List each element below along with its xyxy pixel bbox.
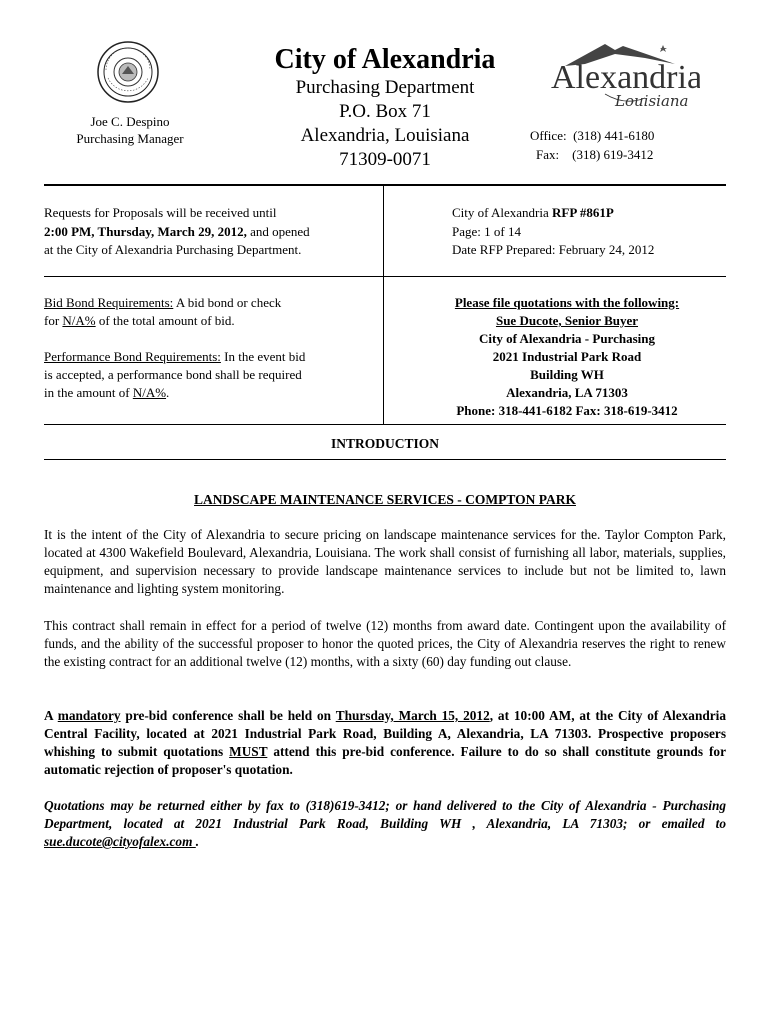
prebid-text-a: A	[44, 708, 58, 723]
must-word: MUST	[229, 744, 268, 759]
intent-paragraph: It is the intent of the City of Alexandria to secure pricing on landscape maintenance services for the. Taylor Compton Park, located at 4300 Wakefield Boulevard, Alexandria, Louisiana. The work shall consist of furnishing all labor, materials, supplies, equipment, and supervision necessary to provide landscape maintenance services to include but not be limited to, lawn maintenance and lighting system monitoring.	[44, 527, 726, 596]
rfp-info	[452, 204, 732, 260]
document-title-text: LANDSCAPE MAINTENANCE SERVICES - COMPTON PARK	[194, 492, 576, 507]
rfp-number: RFP #861P	[552, 205, 614, 220]
performance-bond-text: In the event bid	[220, 349, 306, 364]
bid-bond-amount: N/A%	[62, 313, 96, 328]
rfp-number-line	[452, 204, 732, 223]
divider-rule-2	[44, 424, 726, 425]
submission-text: Quotations may be returned either by fax to (318)619-3412; or hand delivered to the City of Alexandria - Purchasing Department, located at 2021 Industrial Park Road, Building WH , Alexandria, LA 71303; or emailed to	[44, 798, 726, 831]
po-box: P.O. Box 71	[339, 101, 431, 122]
deadline-text: Requests for Proposals will be received until	[44, 205, 277, 220]
deadline-location: at the City of Alexandria Purchasing Department.	[44, 242, 302, 257]
divider-rule-1	[44, 276, 726, 277]
deadline-date: 2:00 PM, Thursday, March 29, 2012,	[44, 223, 247, 239]
buyer-org: City of Alexandria - Purchasing	[479, 331, 655, 346]
submission-end: .	[195, 834, 200, 849]
bond-requirements	[44, 294, 374, 420]
office-phone: (318) 441-6180	[573, 128, 655, 143]
divider-vertical-2	[383, 276, 384, 424]
letterhead	[225, 44, 545, 172]
divider-rule-3	[44, 459, 726, 460]
performance-bond-label: Performance Bond Requirements:	[44, 349, 221, 364]
performance-bond-text-3: in the amount of	[44, 385, 133, 400]
prebid-text-d: attend this pre-bid conference. Failure to do so shall constitute grounds for automatic rejection of proposer's quotation.	[44, 744, 726, 777]
document-title	[0, 492, 770, 508]
fax-row	[530, 145, 710, 164]
divider-vertical-1	[383, 186, 384, 276]
buyer-name	[397, 312, 737, 330]
prebid-date: Thursday, March 15, 2012	[335, 708, 490, 723]
bid-bond	[44, 294, 374, 330]
city-state: Alexandria, Louisiana	[300, 125, 470, 146]
prebid-conference-paragraph	[44, 707, 726, 779]
buyer-building: Building WH	[530, 367, 604, 382]
performance-bond-amount: N/A%	[132, 385, 167, 400]
fax-label: Fax:	[536, 147, 560, 162]
manager-name: Joe C. Despino	[90, 114, 170, 129]
performance-bond	[44, 348, 374, 402]
buyer-phone-fax: Phone: 318-441-6182 Fax: 318-619-3412	[456, 403, 678, 418]
org-title: City of Alexandria	[274, 44, 496, 75]
file-heading-text: Please file quotations with the following:	[454, 295, 680, 310]
rfp-prefix: City of Alexandria	[452, 205, 553, 220]
logo-script: Louisiana	[615, 92, 689, 110]
department: Purchasing Department	[295, 77, 475, 98]
office-label: Office:	[530, 128, 567, 143]
deadline-text-opened: and opened	[246, 223, 310, 239]
header-rule	[44, 184, 726, 186]
submission-paragraph	[44, 797, 726, 851]
section-title: INTRODUCTION	[330, 436, 439, 451]
city-seal-logo	[96, 40, 160, 104]
bid-bond-text: A bid bond or check	[173, 295, 282, 310]
performance-bond-end: .	[166, 385, 170, 400]
file-heading	[397, 294, 737, 312]
contact-block	[530, 126, 710, 164]
office-row	[530, 126, 710, 145]
bid-bond-tail: of the total amount of bid.	[95, 313, 235, 328]
contract-term-paragraph: This contract shall remain in effect for a period of twelve (12) months from award date. Contingent upon the availability of funds, and the ability of the successful proposer to honor the quoted prices, the City of Alexandria reserves the right to renew the existing contract for an additional twelve (12) months, with a sixty (60) day funding out clause.	[44, 618, 726, 669]
bid-bond-for: for	[44, 313, 63, 328]
email-link[interactable]: sue.ducote@cityofalex.com	[44, 834, 196, 849]
manager-title: Purchasing Manager	[76, 131, 184, 146]
logo-word: Alexandria	[551, 59, 700, 96]
buyer-city: Alexandria, LA 71303	[506, 385, 628, 400]
alexandria-logo	[545, 36, 700, 112]
zip-code: 71309-0071	[339, 149, 431, 170]
buyer-name-text: Sue Ducote, Senior Buyer	[495, 313, 639, 328]
fax-phone: (318) 619-3412	[572, 147, 654, 162]
proposal-deadline	[44, 204, 374, 260]
file-quotations-with	[397, 294, 737, 420]
buyer-street: 2021 Industrial Park Road	[492, 349, 642, 364]
bid-bond-label: Bid Bond Requirements:	[44, 295, 174, 310]
page-info: Page: 1 of 14	[452, 223, 521, 239]
manager-block	[50, 113, 210, 147]
date-prepared: Date RFP Prepared: February 24, 2012	[452, 242, 655, 257]
mandatory-word: mandatory	[57, 708, 121, 723]
performance-bond-text-2: is accepted, a performance bond shall be required	[44, 367, 302, 382]
prebid-text-c: , at 10:00 AM, at the City of Alexandria Central Facility, located at 2021 Industrial Park Road, Building A, Alexandria, LA 71303. Prospective proposers whishing to submit quotations	[44, 708, 726, 759]
prebid-text-b: pre-bid conference shall be held on	[120, 708, 336, 723]
